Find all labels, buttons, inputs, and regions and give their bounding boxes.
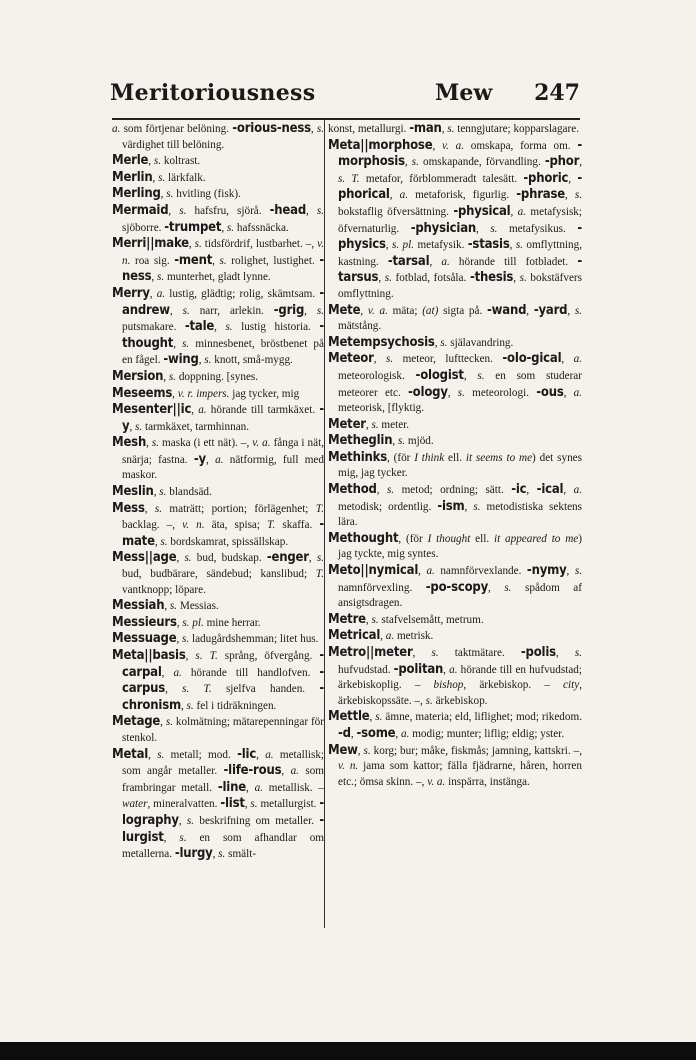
- right-entry: Mew, s. korg; bur; måke, fiskmås; jamning, kattskri. –, v. n. jama som kattor; fälla fjädrarne, håren, horren etc.; ömsa skinn. –, v. a. inspärra, instänga.: [328, 742, 582, 788]
- left-entry: Merle, s. koltrast.: [112, 153, 201, 169]
- right-entry: Metempsychosis, s. själavandring.: [328, 334, 514, 350]
- header-first-word: Meritoriousness: [110, 80, 316, 106]
- header-last-word: Mew: [435, 80, 493, 106]
- right-entry: Methought, (för I thought ell. it appeared to me) jag tyckte, mig syntes.: [328, 530, 582, 561]
- header-rule: [112, 118, 580, 120]
- left-entry: Mesh, s. maska (i ett nät). –, v. a. fånga i nät, snärja; fastna. -y, a. nätformig, full med maskor.: [112, 435, 324, 482]
- left-entry: Mess, s. maträtt; portion; förlägenhet; T. backlag. –, v. n. äta, spisa; T. skaffa. -mate, s. bordskamrat, spissällskap.: [112, 500, 324, 549]
- left-entry: Mersion, s. doppning. [synes.: [112, 368, 259, 384]
- right-column: [328, 121, 582, 790]
- left-entry: Meseems, v. r. impers. jag tycker, mig: [112, 385, 300, 401]
- right-entry: Metro||meter, s. taktmätare. -polis, s. hufvudstad. -politan, a. hörande till en hufvudstad; ärkebiskoplig. – bishop, ärkebiskop. – city, ärkebiskopssäte. –, s. ärkebiskop.: [328, 645, 582, 707]
- right-entry: Methinks, (för I think ell. it seems to me) det synes mig, jag tycker.: [328, 449, 582, 480]
- right-entry: Mettle, s. ämne, materia; eld, liflighet; mod; rikedom. -d, -some, a. modig; munter; liflig; eldig; yster.: [328, 709, 582, 741]
- left-entry: Mess||age, s. bud, budskap. -enger, s. bud, budbärare, sändebud; kanslibud; T. vantknopp; löpare.: [112, 550, 324, 596]
- right-entry: Metrical, a. metrisk.: [328, 628, 434, 644]
- left-entry: Merry, a. lustig, glädtig; rolig, skämtsam. -andrew, s. narr, arlekin. -grig, s. putsmakare. -tale, s. lustig historia. -thought, s. minnesbenet, bröstbenet på en fågel. -wing, s. knott, små-mygg.: [112, 285, 324, 368]
- left-column: [112, 121, 324, 863]
- right-entry: konst, metallurgi. -man, s. tenngjutare; kopparslagare.: [328, 121, 580, 136]
- left-entry: Messuage, s. ladugårdshemman; litet hus.: [112, 631, 319, 647]
- left-entry: Mermaid, s. hafsfru, sjörå. -head, s. sjöborre. -trumpet, s. hafssnäcka.: [112, 202, 324, 235]
- right-entry: Metheglin, s. mjöd.: [328, 433, 434, 449]
- left-entry: Meta||basis, s. T. språng, öfvergång. -carpal, a. hörande till handlofven. -carpus, s. T. sjelfva handen. -chronism, s. fel i tidräkningen.: [112, 648, 324, 713]
- left-entry: Messieurs, s. pl. mine herrar.: [112, 614, 261, 630]
- right-entry: Meter, s. meter.: [328, 416, 410, 432]
- left-entry: a. som förtjenar belöning. -orious-ness, s. värdighet till belöning.: [112, 121, 324, 151]
- left-entry: Metage, s. kolmätning; mätarepenningar för stenkol.: [112, 714, 324, 744]
- right-entry: Meta||morphose, v. a. omskapa, forma om. -morphosis, s. omskapande, förvandling. -phor, s. T. metafor, förblommeradt talesätt. -phoric, -phorical, a. metaforisk, figurlig. -phrase, s. bokstaflig öfversättning. -physical, a. metafysisk; öfvernaturlig. -physician, s. metafysikus. -physics, s. pl. metafysik. -stasis, s. omflyttning, kastning. -tarsal, a. hörande till fotbladet. -tarsus, s. fotblad, fotsåla. -thesis, s. bokstäfvers omflyttning.: [328, 137, 582, 300]
- left-entry: Merri||make, s. tidsfördrif, lustbarhet. –, v. n. roa sig. -ment, s. rolighet, lustighet. -ness, s. munterhet, gladt lynne.: [112, 236, 324, 285]
- column-divider: [324, 120, 325, 928]
- page-number: 247: [534, 80, 580, 106]
- right-entry: Meto||nymical, a. namnförvexlande. -nymy, s. namnförvexling. -po-scopy, s. spådom af ansigtsdragen.: [328, 563, 582, 610]
- left-entry: Merlin, s. lärkfalk.: [112, 169, 206, 185]
- right-entry: Mete, v. a. mäta; (at) sigta på. -wand, -yard, s. mätstång.: [328, 302, 582, 333]
- left-entry: Metal, s. metall; mod. -lic, a. metallisk; som angår metaller. -life-rous, a. som frambringar metall. -line, a. metallisk. – water, mineralvatten. -list, s. metallurgist. -lography, s. beskrifning om metaller. -lurgist, s. en som afhandlar om metallerna. -lurgy, s. smält-: [112, 746, 324, 862]
- left-entry: Messiah, s. Messias.: [112, 598, 219, 614]
- scan-border: [0, 1042, 696, 1060]
- left-entry: Merling, s. hvitling (fisk).: [112, 186, 241, 202]
- left-entry: Meslin, s. blandsäd.: [112, 484, 212, 500]
- right-entry: Method, s. metod; ordning; sätt. -ic, -ical, a. metodisk; ordentlig. -ism, s. metodistiska sektens lära.: [328, 482, 582, 529]
- left-entry: Mesenter||ic, a. hörande till tarmkäxet. -y, s. tarmkäxet, tarmhinnan.: [112, 402, 324, 434]
- right-entry: Metre, s. stafvelsemått, metrum.: [328, 611, 484, 627]
- page-header: [110, 80, 580, 116]
- right-entry: Meteor, s. meteor, lufttecken. -olo-gical, a. meteorologisk. -ologist, s. en som studerar meteorer etc. -ology, s. meteorologi. -ous, a. meteorisk, [flyktig.: [328, 351, 582, 415]
